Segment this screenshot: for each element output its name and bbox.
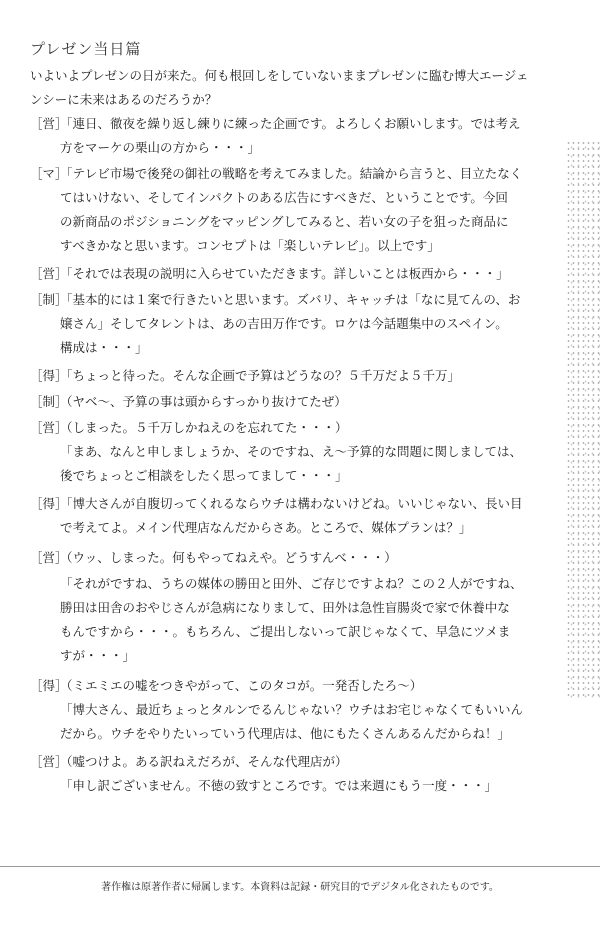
dialogue-line xyxy=(30,290,520,308)
dialogue-text: （ヤベ～、予算の事は頭からすっかり抜けてたぜ） xyxy=(60,394,347,409)
dialogue-text: 「ちょっと待った。そんな企画で予算はどうなの？５千万だよ５千万」 xyxy=(60,368,461,383)
dialogue-line xyxy=(60,700,523,718)
dialogue-text: （しまった。５千万しかねえのを忘れてた・・・） xyxy=(60,420,348,435)
dialogue-text: 構成は・・・」 xyxy=(60,340,148,355)
dialogue-line xyxy=(30,366,460,384)
dialogue-text: 「基本的には１案で行きたいと思います。ズバリ、キャッチは「なに見てんの、お xyxy=(60,292,521,307)
dialogue-line xyxy=(30,264,509,282)
dialogue-line xyxy=(30,494,523,512)
dialogue-text: 嬢さん」そしてタレントは、あの吉田万作です。ロケは今話題集中のスペイン。 xyxy=(60,316,508,331)
scan-noise xyxy=(566,140,600,700)
speaker-label: ［営］ xyxy=(30,266,68,281)
dialogue-text: すが・・・」 xyxy=(60,648,136,663)
dialogue-text: で考えてよ。メイン代理店なんだからさあ。ところで、媒体プランは？」 xyxy=(60,520,472,535)
dialogue-text: 「テレビ市場で後発の御社の戦略を考えてみました。結論から言うと、目立たなく xyxy=(60,166,523,181)
speaker-label: ［営］ xyxy=(30,116,68,131)
dialogue-text: （ウッ、しまった。何もやってねえや。どうすんべ・・・） xyxy=(60,550,397,565)
dialogue-text: 後でちょっとご相談をしたく思ってまして・・・」 xyxy=(60,468,348,483)
dialogue-line xyxy=(60,236,440,254)
dialogue-line xyxy=(30,418,348,436)
dialogue-line xyxy=(60,338,148,356)
dialogue-line xyxy=(60,622,510,640)
dialogue-text: 「博大さんが自腹切ってくれるならウチは構わないけどね。いいじゃない、長い目 xyxy=(60,496,523,511)
copyright-notice: 著作権は原著作者に帰属します。本資料は記録・研究目的でデジタル化されたものです。 xyxy=(101,882,499,893)
intro-line: いよいよプレゼンの日が来た。何も根回しをしていないままプレゼンに臨む博大エージェ xyxy=(30,68,529,83)
dialogue-line xyxy=(30,548,397,566)
dialogue-line xyxy=(60,724,510,742)
speaker-label: ［制］ xyxy=(30,394,68,409)
dialogue-text: （嘘つけよ。ある訳ねえだろが、そんな代理店が） xyxy=(60,754,348,769)
dialogue-line xyxy=(60,776,497,794)
speaker-label: ［営］ xyxy=(30,420,68,435)
dialogue-text: 「それでは表現の説明に入らせていただきます。詳しいことは板西から・・・」 xyxy=(60,266,509,281)
speaker-label: ［得］ xyxy=(30,368,68,383)
dialogue-text: 「連日、徹夜を繰り返し練りに練った企画です。よろしくお願いします。では考え xyxy=(60,116,521,131)
dialogue-line xyxy=(60,646,135,664)
dialogue-line xyxy=(30,114,521,132)
intro-line: ンシーに未来はあるのだろうか？ xyxy=(30,92,218,107)
speaker-label: ［営］ xyxy=(30,550,68,565)
dialogue-line xyxy=(30,752,348,770)
dialogue-line xyxy=(60,188,508,206)
dialogue-line xyxy=(60,574,523,592)
dialogue-line xyxy=(30,164,522,182)
dialogue-text: 方をマーケの栗山の方から・・・」 xyxy=(60,140,261,155)
dialogue-line xyxy=(60,518,471,536)
footer-divider xyxy=(0,866,600,867)
dialogue-text: もんですから・・・。もちろん、ご提出しないって訳じゃなくて、早急にツメま xyxy=(60,624,511,639)
speaker-label: ［制］ xyxy=(30,292,68,307)
dialogue-line xyxy=(30,392,347,410)
dialogue-text: 「それがですね、うちの媒体の勝田と田外、ご存じですよね？この２人がですね、 xyxy=(60,576,523,591)
dialogue-line xyxy=(60,442,522,460)
intro-text xyxy=(30,64,570,112)
dialogue-line xyxy=(60,466,348,484)
dialogue-text: （ミエミエの嘘をつきやがって、このタコが。一発否したろ～） xyxy=(60,678,423,693)
dialogue-text: 勝田は田舎のおやじさんが急病になりまして、田外は急性盲腸炎で家で休養中な xyxy=(60,600,510,615)
dialogue-text: 「博大さん、最近ちょっとタルンでるんじゃない？ウチはお宅じゃなくてもいいん xyxy=(60,702,523,717)
dialogue-text: てはいけない、そしてインパクトのある広告にすべきだ、ということです。今回 xyxy=(60,190,508,205)
speaker-label: ［得］ xyxy=(30,678,68,693)
dialogue-line xyxy=(60,138,260,156)
dialogue-text: すべきかなと思います。コンセプトは「楽しいテレビ」。以上です」 xyxy=(60,238,440,253)
dialogue-line xyxy=(30,676,422,694)
dialogue-line xyxy=(60,212,508,230)
dialogue-line xyxy=(60,598,510,616)
dialogue-text: 「まあ、なんと申しましょうか、そのですね、え～予算的な問題に関しましては、 xyxy=(60,444,523,459)
dialogue-text: 「申し訳ございません。不徳の致すところです。では来週にもう一度・・・」 xyxy=(60,778,498,793)
dialogue-text: だから。ウチをやりたいっていう代理店は、他にもたくさんあるんだからね！」 xyxy=(60,726,511,741)
page-title: プレゼン当日篇 xyxy=(30,40,142,58)
speaker-label: ［営］ xyxy=(30,754,68,769)
speaker-label: ［得］ xyxy=(30,496,68,511)
speaker-label: ［マ］ xyxy=(30,166,68,181)
dialogue-text: の新商品のポジショニングをマッピングしてみると、若い女の子を狙った商品に xyxy=(60,214,509,229)
dialogue-line xyxy=(60,314,508,332)
